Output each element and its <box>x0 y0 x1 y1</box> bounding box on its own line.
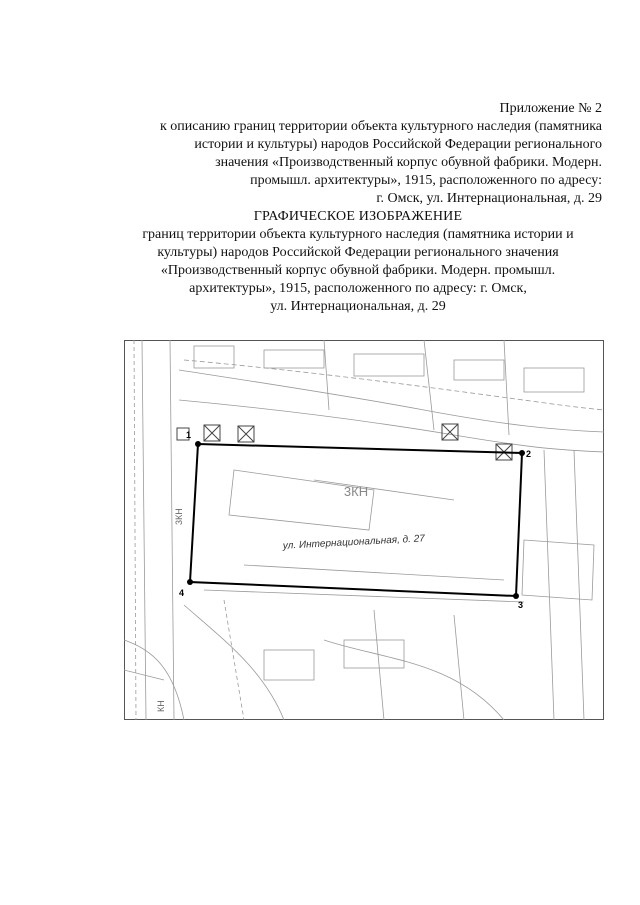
point-label-1: 1 <box>186 430 192 440</box>
appendix-header <box>122 100 602 208</box>
heading-line: «Производственный корпус обувной фабрики. Модерн. промышл. <box>160 263 556 278</box>
side-label: 3КН <box>174 508 184 525</box>
address-label: ул. Интернациональная, д. 27 <box>282 533 426 552</box>
appendix-line: промышл. архитектуры», 1915, расположенного по адресу: <box>250 173 602 188</box>
heading-title: ГРАФИЧЕСКОЕ ИЗОБРАЖЕНИЕ <box>253 209 463 224</box>
document-heading <box>100 208 616 316</box>
appendix-line: к описанию границ территории объекта культурного наследия (памятника <box>159 119 602 134</box>
heading-line: границ территории объекта культурного наследия (памятника истории и <box>142 227 574 242</box>
appendix-line: г. Омск, ул. Интернациональная, д. 29 <box>376 191 602 206</box>
boundary-point-3 <box>513 593 519 599</box>
boundary-point-1 <box>195 441 201 447</box>
map-frame <box>125 341 604 720</box>
boundary-map <box>124 340 604 720</box>
heading-line: культуры) народов Российской Федерации регионального значения <box>157 245 559 260</box>
appendix-line: Приложение № 2 <box>499 101 602 116</box>
boundary-point-4 <box>187 579 193 585</box>
heading-line: ул. Интернациональная, д. 29 <box>270 299 446 314</box>
point-label-3: 3 <box>518 600 524 610</box>
appendix-line: истории и культуры) народов Российской Федерации регионального <box>194 137 602 152</box>
point-label-2: 2 <box>526 449 532 459</box>
point-label-4: 4 <box>179 588 185 598</box>
side-label-bottom: КН <box>156 700 166 712</box>
appendix-line: значения «Производственный корпус обувной фабрики. Модерн. <box>215 155 602 170</box>
building-label: 3КН <box>343 484 369 499</box>
heading-line: архитектуры», 1915, расположенного по адресу: г. Омск, <box>189 281 527 296</box>
boundary-point-2 <box>519 450 525 456</box>
